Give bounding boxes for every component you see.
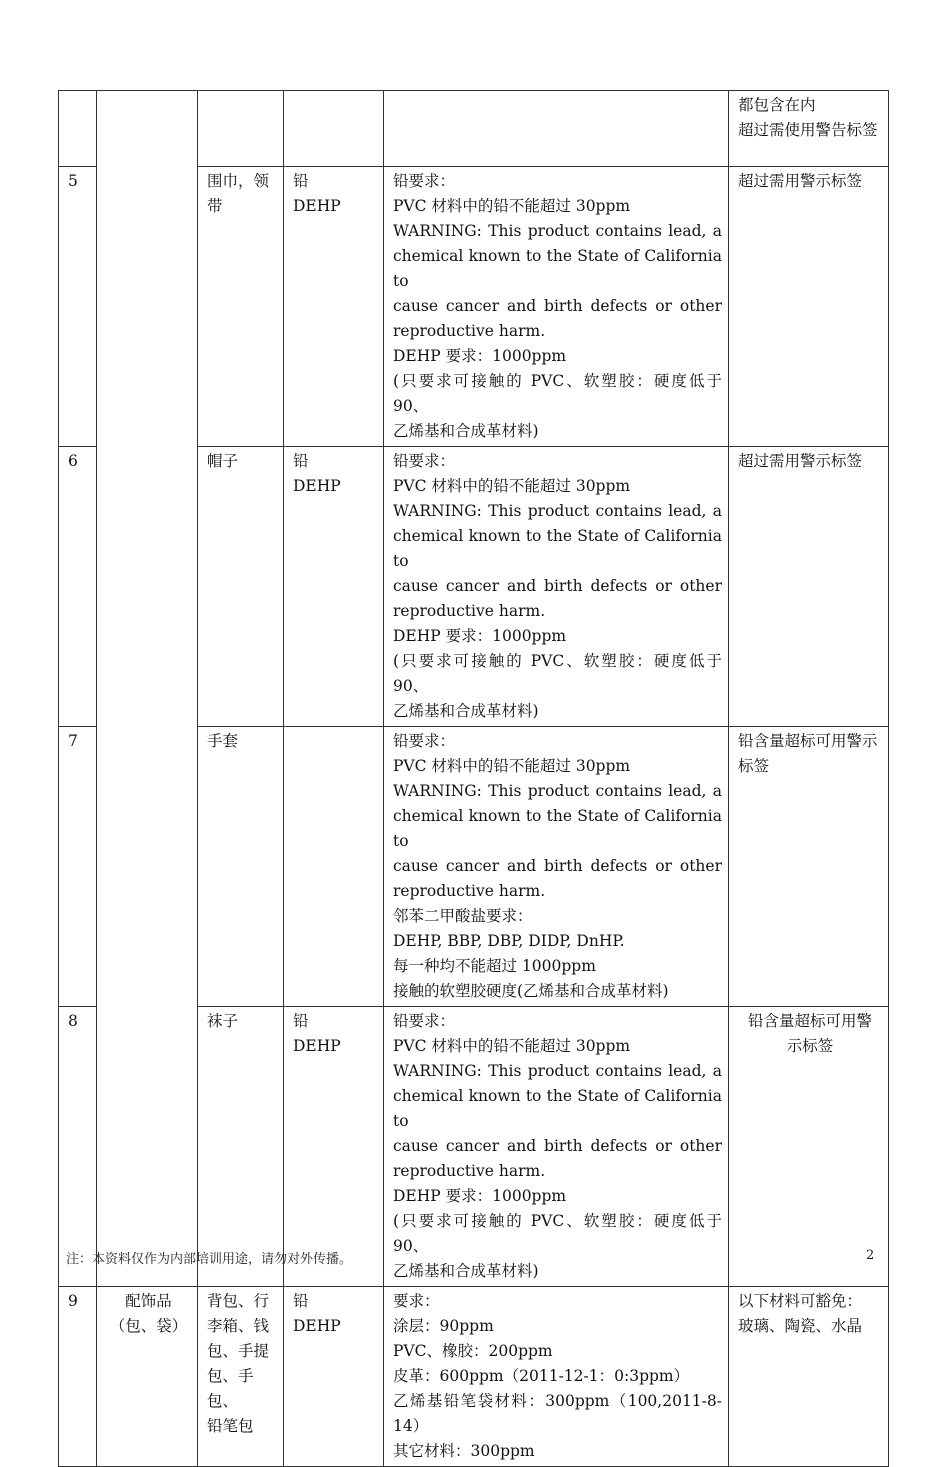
req-line: 铅要求： — [393, 452, 456, 470]
req-line: 涂层：90ppm — [393, 1317, 494, 1335]
note-line: 铅含量超标可用警 — [747, 1012, 872, 1030]
footer-note: 注：本资料仅作为内部培训用途，请勿对外传播。 — [66, 1252, 353, 1267]
product-cell: 帽子 — [198, 447, 284, 727]
substance-line: DEHP — [293, 197, 341, 215]
req-line: PVC 材料中的铅不能超过 30ppm — [393, 757, 631, 775]
req-line: 铅要求： — [393, 172, 456, 190]
product-line: 李箱、钱 — [207, 1317, 270, 1335]
product-cell — [198, 91, 284, 167]
substance-line: DEHP — [293, 1317, 341, 1335]
requirement-cell — [384, 167, 729, 447]
req-line: WARNING: This product contains lead, a — [393, 222, 722, 240]
req-line: 皮革：600ppm（2011-12-1：0:3ppm） — [393, 1367, 690, 1385]
requirement-cell — [384, 447, 729, 727]
product-cell: 手套 — [198, 727, 284, 1007]
req-line: DEHP 要求：1000ppm — [393, 627, 567, 645]
table-row — [59, 91, 889, 167]
note-cell — [729, 91, 889, 167]
category-line: 配饰品 — [125, 1292, 172, 1310]
req-line: 每一种均不能超过 1000ppm — [393, 957, 596, 975]
note-cell: 铅含量超标可用警示标签 — [729, 727, 889, 1007]
table-row — [59, 1287, 889, 1467]
substance-cell — [284, 447, 384, 727]
req-line: 接触的软塑胶硬度(乙烯基和合成革材料) — [393, 982, 669, 1000]
substance-line: 铅 — [293, 1012, 309, 1030]
req-line: DEHP, BBP, DBP, DIDP, DnHP. — [393, 932, 625, 950]
no-cell: 9 — [59, 1287, 97, 1467]
substance-line: 铅 — [293, 452, 309, 470]
substance-cell — [284, 727, 384, 1007]
substance-line: 铅 — [293, 172, 309, 190]
req-line: WARNING: This product contains lead, a — [393, 502, 722, 520]
req-line: cause cancer and birth defects or other — [393, 577, 722, 595]
substance-cell — [284, 91, 384, 167]
note-line: 以下材料可豁免： — [738, 1292, 863, 1310]
req-line: 乙烯基和合成革材料) — [393, 1262, 539, 1280]
req-line: reproductive harm. — [393, 322, 546, 340]
requirement-cell — [384, 727, 729, 1007]
req-line: PVC 材料中的铅不能超过 30ppm — [393, 1037, 631, 1055]
product-line: 铅笔包 — [207, 1417, 254, 1435]
req-line: (只要求可接触的 PVC、软塑胶：硬度低于 90、 — [393, 372, 722, 415]
note-line: 超过需使用警告标签 — [738, 121, 878, 139]
product-line: 包、手提 — [207, 1342, 270, 1360]
no-cell: 8 — [59, 1007, 97, 1287]
req-line: chemical known to the State of California to — [393, 807, 722, 850]
req-line: 邻苯二甲酸盐要求： — [393, 907, 533, 925]
note-cell — [729, 1287, 889, 1467]
substance-line: 铅 — [293, 1292, 309, 1310]
req-line: 铅要求： — [393, 732, 456, 750]
req-line: 铅要求： — [393, 1012, 456, 1030]
req-line: 其它材料：300ppm — [393, 1442, 535, 1460]
req-line: chemical known to the State of California to — [393, 1087, 722, 1130]
substance-cell — [284, 1287, 384, 1467]
req-line: reproductive harm. — [393, 882, 546, 900]
product-line: 包、手包、 — [207, 1367, 254, 1410]
requirement-cell — [384, 1007, 729, 1287]
product-line: 背包、行 — [207, 1292, 270, 1310]
note-cell: 超过需用警示标签 — [729, 167, 889, 447]
substance-line: DEHP — [293, 477, 341, 495]
req-line: PVC 材料中的铅不能超过 30ppm — [393, 477, 631, 495]
req-line: chemical known to the State of California to — [393, 247, 722, 290]
req-line: (只要求可接触的 PVC、软塑胶：硬度低于 90、 — [393, 652, 722, 695]
req-line: WARNING: This product contains lead, a — [393, 1062, 722, 1080]
req-line: 乙烯基铅笔袋材料：300ppm（100,2011-8-14） — [393, 1392, 722, 1435]
category-cell — [97, 1287, 198, 1467]
substance-line: DEHP — [293, 1037, 341, 1055]
req-line: DEHP 要求：1000ppm — [393, 1187, 567, 1205]
note-line: 玻璃、陶瓷、水晶 — [738, 1317, 863, 1335]
no-cell — [59, 91, 97, 167]
note-line: 都包含在内 — [738, 96, 816, 114]
req-line: DEHP 要求：1000ppm — [393, 347, 567, 365]
no-cell: 7 — [59, 727, 97, 1007]
req-line: cause cancer and birth defects or other — [393, 1137, 722, 1155]
req-line: WARNING: This product contains lead, a — [393, 782, 722, 800]
note-cell — [729, 1007, 889, 1287]
product-cell: 袜子 — [198, 1007, 284, 1287]
no-cell: 5 — [59, 167, 97, 447]
substance-cell — [284, 167, 384, 447]
substance-cell — [284, 1007, 384, 1287]
requirement-cell — [384, 91, 729, 167]
requirement-cell — [384, 1287, 729, 1467]
req-line: 乙烯基和合成革材料) — [393, 702, 539, 720]
req-line: 乙烯基和合成革材料) — [393, 422, 539, 440]
product-cell: 围巾，领带 — [198, 167, 284, 447]
category-cell — [97, 91, 198, 1287]
category-line: （包、袋） — [109, 1317, 188, 1335]
product-cell — [198, 1287, 284, 1467]
note-line: 示标签 — [786, 1037, 834, 1055]
req-line: reproductive harm. — [393, 602, 546, 620]
page-number: 2 — [866, 1248, 875, 1263]
req-line: cause cancer and birth defects or other — [393, 297, 722, 315]
req-line: (只要求可接触的 PVC、软塑胶：硬度低于 90、 — [393, 1212, 722, 1255]
req-line: chemical known to the State of California to — [393, 527, 722, 570]
req-line: reproductive harm. — [393, 1162, 546, 1180]
note-cell: 超过需用警示标签 — [729, 447, 889, 727]
req-line: 要求： — [393, 1292, 440, 1310]
req-line: cause cancer and birth defects or other — [393, 857, 722, 875]
req-line: PVC、橡胶：200ppm — [393, 1342, 553, 1360]
no-cell: 6 — [59, 447, 97, 727]
req-line: PVC 材料中的铅不能超过 30ppm — [393, 197, 631, 215]
